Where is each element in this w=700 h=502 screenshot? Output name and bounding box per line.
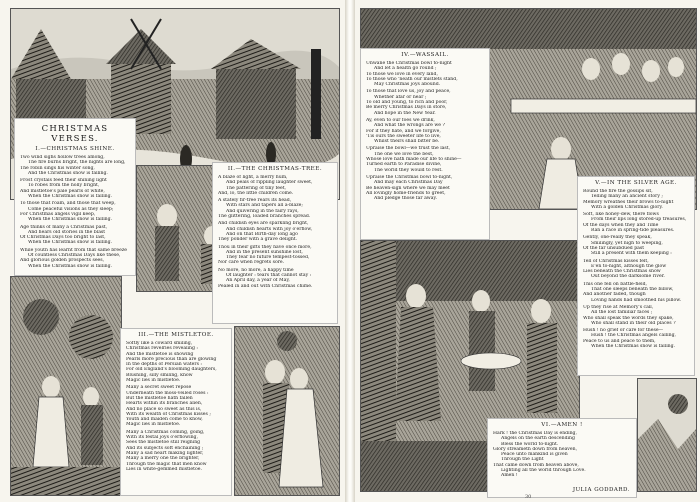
- poem-line: Round the fire the gossips sit,: [583, 189, 653, 194]
- poem-stanza: [366, 89, 484, 115]
- poem-line: Christmas revelries revealing :: [126, 346, 198, 352]
- poem-line: And childish eyes are sparkling bright,: [218, 221, 309, 227]
- poem-line: E'en to-night, although the glow: [591, 263, 667, 269]
- poem-line: All lovingly home-friends to greet,: [366, 190, 446, 196]
- poem-line: Sees the mistletoe still reigning: [126, 440, 201, 446]
- poem-line: To those that roam, and those that weep,: [20, 201, 116, 207]
- poem-line: Loving hands had smoothed his pillow.: [591, 297, 682, 303]
- right-page: [355, 0, 700, 502]
- poem-stanza: [583, 189, 689, 210]
- author-signature: JULIA GODDARD.: [572, 487, 630, 493]
- children-garden-engraving: [10, 276, 122, 496]
- poem-heading: I.—CHRISTMAS SHINE.: [35, 146, 115, 152]
- poem-line: For old England's blooming daughters,: [126, 367, 217, 373]
- poem-stanza: [20, 201, 130, 222]
- poem-stanza: [20, 225, 130, 246]
- poem-heading: II.—THE CHRISTMAS-TREE.: [227, 166, 323, 172]
- poem-line: And on that Birth-day long ago: [226, 231, 298, 237]
- poem-line: And hears old stories in the blast: [28, 229, 106, 235]
- poem-line: Peace unto mankind is given: [501, 452, 568, 458]
- poem-line: And no place so sweet as this is,: [126, 406, 202, 412]
- poem-line: And childish hearts with joy o'erflow,: [226, 226, 313, 232]
- poem-line: Many a secret sweet repose: [126, 385, 192, 391]
- poem-line: Underneath the moss-veiled roses :: [126, 390, 209, 396]
- poem-line: The one we love the best,: [374, 151, 434, 157]
- poem-stanza: [583, 212, 689, 233]
- poem-line: Be heaven-sign where we may meet: [366, 185, 450, 191]
- poem-stanza: [126, 430, 226, 472]
- poem-line: Nor care when regrets sore.: [218, 260, 285, 266]
- poem-line: Glory streameth down from heaven,: [493, 446, 578, 452]
- poem-line: Of countless Christmas Days like these,: [28, 253, 121, 259]
- poem-line: Unwane the Christmas bowl to-night: [366, 61, 452, 66]
- poem-line: Through the magic that men know: [126, 461, 207, 467]
- poem-line: Hark ! the Christmas Day is ending,: [493, 431, 577, 436]
- page-number-right: 30: [525, 494, 532, 500]
- page-title: CHRISTMAS VERSES.: [41, 124, 109, 144]
- poem-line: Tell of Christmas kisses felt,: [583, 258, 649, 264]
- book-gutter: [345, 0, 355, 502]
- poem-stanza: [583, 305, 689, 326]
- poem-line: Magic lies in mistletoe.: [126, 378, 181, 384]
- poem-line: Up they rise at Memory's call,: [583, 304, 654, 310]
- poem-line: And what the wrongs are we ?: [374, 123, 445, 129]
- poem-line: Youth and maiden come to know,: [126, 417, 203, 423]
- poem-line: Amen !: [501, 473, 518, 479]
- poem-line: Bless the world to-night.: [501, 441, 559, 447]
- poem-line: Upraise the Christmas bowl to-night,: [366, 174, 453, 180]
- poem-amen: [487, 418, 637, 498]
- poem-line: Ran a race in spring-tide pleasures.: [591, 228, 675, 234]
- poem-line: The world they would to rest.: [374, 167, 443, 173]
- poem-line: And mistletoe's pale pearls of white,: [20, 188, 105, 194]
- poem-stanza: [20, 155, 130, 176]
- poem-line: Who shall stand in their old places ?: [591, 320, 676, 326]
- poem-line: And let a health go round ;: [374, 66, 437, 72]
- poem-stanza: [218, 221, 332, 242]
- poem-line: Lighting all the world through Love.: [501, 468, 586, 474]
- poem-line: With its wealth of Christmas kisses ;: [126, 411, 211, 417]
- poem-line: The fire burns bright, the nights are long,: [28, 160, 126, 166]
- poem-line: With stars and tapers all a-blaze;: [226, 203, 303, 209]
- poem-line: Hearts within its branches alien,: [126, 401, 203, 407]
- poem-line: The glittering, loaded branches spread.: [218, 214, 311, 220]
- poem-line: And quivering in the fairy rays,: [226, 208, 299, 214]
- poem-line: With a golden Christmas glory.: [591, 204, 663, 210]
- left-page: [0, 0, 345, 502]
- poem-stanza: [126, 341, 226, 383]
- poem-line: Ay, even to our foes we drink,: [366, 117, 435, 123]
- poem-line: Smilingly, yet nigh to weeping,: [591, 240, 663, 246]
- poem-line: To robes from the holly bright,: [28, 183, 100, 189]
- poem-line: Of the far unsubdued past: [583, 245, 645, 251]
- poem-line: Blushing, silly smiling, know: [126, 372, 193, 378]
- poem-line: 'Tis ours the sweeter life to live,: [366, 133, 441, 139]
- poem-line: And the mistletoe is showing: [126, 351, 194, 357]
- snow-landscape-vignette: [637, 378, 697, 492]
- poem-line: And may each Christmas Day: [374, 180, 443, 186]
- poem-line: The robin sings his winter song,: [20, 165, 95, 171]
- poem-line: Through the Light: [501, 457, 544, 463]
- poem-line: To old and young, to rich and poor,: [366, 100, 448, 106]
- poem-stanza: [126, 385, 226, 427]
- poem-line: To those we love in every land,: [366, 71, 438, 77]
- poem-line: And peals of rippling laughter sweet,: [226, 180, 313, 186]
- poem-heading: IV.—WASSAIL.: [401, 52, 449, 58]
- poem-stanza: [366, 61, 484, 87]
- poem-line: Peace to us and peace to them,: [583, 338, 656, 344]
- poem-line: Softly like a coward smiling,: [126, 341, 193, 346]
- poem-line: Thou in their gifts they have once more,: [218, 244, 312, 250]
- poem-line: For Christmas angels vigil keep,: [20, 211, 96, 217]
- poem-line: When the Christmas snow is falling.: [28, 194, 113, 200]
- poem-stanza: [218, 268, 332, 289]
- poem-line: They fear no future tempest-tossed,: [226, 255, 310, 261]
- poem-line: Memory wreathes their brows to-night: [583, 199, 674, 205]
- poem-line: The pattering of tiny feet,: [226, 185, 287, 191]
- poem-line: Many a merry one the brighter,: [126, 456, 200, 462]
- poem-stanza: [20, 178, 130, 199]
- poem-wassail: [360, 48, 490, 240]
- poem-stanza: [218, 245, 332, 266]
- poem-line: When the Christmas snow is falling.: [28, 217, 113, 223]
- poem-christmas-shine: [14, 118, 136, 276]
- poem-christmas-tree: [212, 162, 338, 324]
- poem-heading: V.—IN THE SILVER AGE.: [595, 180, 677, 186]
- poem-line: Of Christmas Days too bright to last,: [20, 235, 106, 241]
- poem-heading: III.—THE MISTLETOE.: [138, 332, 214, 338]
- poem-line: And its subjects soft enchaining ;: [126, 445, 204, 451]
- poem-line: That one sleeps beneath the billow,: [591, 287, 674, 293]
- poem-line: With its festal joys o'erflowing,: [126, 435, 198, 441]
- poem-line: When the Christmas snow is falling.: [591, 344, 676, 350]
- poem-line: That came down from heaven above,: [493, 462, 579, 468]
- poem-line: May Christmas joys abound.: [374, 82, 441, 88]
- poem-mistletoe: [120, 328, 232, 496]
- poem-stanza: [366, 118, 484, 144]
- poem-stanza: [366, 146, 484, 172]
- poem-line: Lies in white-gemmed mistletoe.: [126, 466, 202, 472]
- poem-heading: VI.—AMEN !: [541, 422, 583, 428]
- poem-line: Come peaceful visions as they sleep;: [28, 206, 114, 212]
- poem-line: A blaze of light, a merry hum,: [218, 175, 288, 180]
- poem-silver-age: [577, 176, 695, 376]
- poem-line: Whether afar or near ;: [374, 94, 427, 100]
- poem-line: To those who 'neath our mistlets stand,: [366, 76, 458, 82]
- poem-line: Pearls more precious than are glowing: [126, 356, 217, 362]
- poem-stanza: [20, 248, 130, 269]
- poem-line: Be merry Christmas Days in store,: [366, 105, 447, 111]
- poem-line: And hope in the New Year.: [374, 110, 436, 116]
- poem-stanza: [583, 282, 689, 303]
- poem-stanza: [218, 175, 332, 196]
- poem-line: Whilst theirs shall bitter be.: [374, 139, 440, 145]
- poem-line: Pealed in and out with Christmas chime.: [218, 283, 313, 289]
- poem-line: When the Christmas snow is falling.: [28, 240, 113, 246]
- poem-line: Gently, one-really they speak,: [583, 235, 652, 241]
- poem-line: Turned earth to Paradise divine,: [366, 162, 442, 168]
- poem-line: Still a present with them keeping :: [591, 251, 672, 257]
- poem-line: Lies beneath the Christmas snow: [583, 269, 661, 275]
- poem-line: Two wind sighs hollow trees among,: [20, 155, 105, 160]
- poem-line: Magic lies in mistletoe.: [126, 422, 181, 428]
- poem-line: For if they hate, and we forgive,: [366, 128, 441, 134]
- poem-line: But the mistletoe hath fallen: [126, 395, 193, 401]
- poem-stanza: [218, 198, 332, 219]
- poem-line: All the lost familiar faces ;: [591, 310, 653, 316]
- poem-line: No more, no more, a happy time: [218, 267, 294, 273]
- poem-line: In the depths of Persian waters :: [126, 362, 202, 368]
- poem-line: And another faded, though: [583, 292, 646, 298]
- poem-line: Who shall speak the words they spake,: [583, 315, 674, 321]
- poem-stanza: [583, 259, 689, 280]
- poem-line: Hush ! no grief or care for these—: [583, 328, 664, 334]
- poem-line: A stately fir-tree rears its head,: [218, 198, 292, 204]
- poem-stanza: [583, 235, 689, 256]
- poem-line: Of the days when they and Time: [583, 222, 659, 228]
- poem-line: When the Christmas snow is falling.: [28, 263, 113, 269]
- poem-line: Age thinks of many a Christmas past,: [20, 224, 108, 230]
- poem-line: Whose love hath made our life to shine—: [366, 157, 462, 163]
- poem-line: Many a sad heart making lighter,: [126, 450, 204, 456]
- couple-mistletoe-engraving: [234, 326, 340, 496]
- poem-line: They ponder with a grave delight.: [218, 237, 298, 243]
- poem-line: Out beyond the darksome river.: [591, 274, 665, 280]
- poem-line: While youth has learnt from that same breeze: [20, 247, 127, 253]
- poem-line: Upraise the bowl—we trust the last,: [366, 146, 451, 152]
- poem-line: And pledge those far away.: [374, 196, 437, 202]
- poem-line: And glorious golden prospects sees,: [20, 258, 105, 264]
- poem-line: Soft, like honey-dew, there flows: [583, 212, 659, 218]
- poem-line: And, lo, the little children come.: [218, 190, 294, 196]
- poem-line: And the Christmas snow is falling.: [28, 170, 108, 176]
- poem-line: Hush ! the Christmas angels calling,: [591, 333, 677, 339]
- poem-line: Of laughter : tears that cannot stay :: [226, 273, 312, 279]
- poem-line: An April day, a year of May,: [226, 278, 290, 284]
- poem-line: Angels on the earth descending: [501, 436, 575, 442]
- poem-line: To those that love us, joy and peace,: [366, 89, 451, 95]
- poem-stanza: [366, 175, 484, 201]
- poem-line: Frost crystals feed their shining light: [20, 178, 107, 184]
- poem-line: And in the present sunshine lost,: [226, 249, 303, 255]
- poem-line: This one fell on battle-field,: [583, 281, 647, 287]
- poem-line: Many a Christmas coming, going,: [126, 429, 205, 435]
- poem-line: Telling many an ancient story ;: [591, 194, 663, 200]
- poem-line: From their lips long stored-up treasures,: [591, 217, 687, 223]
- poem-stanza: [583, 328, 689, 349]
